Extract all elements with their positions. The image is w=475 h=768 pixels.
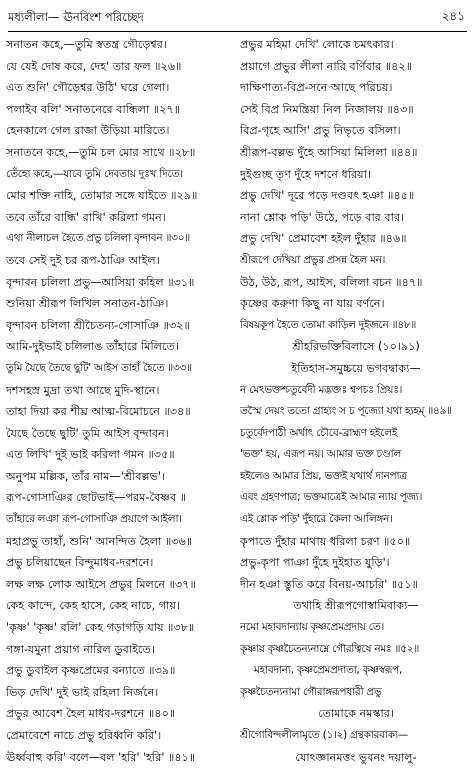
commentary-line: হইলেও আমার প্রিয়, ভক্তই যথার্থ দানপাত্র <box>240 469 407 482</box>
verse-line: কেহ কান্দে, কেহ হাসে, কেহ নাচে, গায়। <box>6 599 180 613</box>
verse-line: এথা নীলাচল হৈতে প্রভু চলিলা বৃন্দাবন ॥৩০॥ <box>6 232 190 245</box>
verse-line: কৃষ্ণের করুণা কিছু না যায় বর্ণনে। <box>240 297 385 311</box>
verse-line: অনুপম মল্লিক, তাঁর নাম—'শ্রীবল্লভ'। <box>6 469 166 483</box>
verse-line: বিষয়কূপ হৈতে তোমা কাড়িল দুইজনে ॥৪৮॥ <box>240 318 417 331</box>
verse-line: এই শ্লোক পড়ি' দুঁহারে কৈলা আলিঙ্গন। <box>240 513 393 526</box>
verse-line: প্রভু-কৃপা পাঞা দুঁহে দুইহাত যুড়ি'। <box>240 556 390 570</box>
verse-line: তেঁহো কহে,—যাবে তুমি দেবতায় দুঃখ দিতে। <box>6 167 183 180</box>
page-header <box>8 5 467 32</box>
verse-line: প্রেমাবেশে নাচে প্রভু হরিধ্বনি করি'। <box>6 729 162 742</box>
verse-line: আমি-দুইভাই চলিলাঙ তাঁহারে মিলিতে। <box>6 340 179 354</box>
verse-line: দাক্ষিণাত্য-বিপ্র-সনে আছে পরিচয়। <box>240 81 393 95</box>
source-citation: তথাহি শ্রীরূপগোস্বামিবাক্য— <box>293 599 419 613</box>
sanskrit-verse: কৃষ্ণায় কৃষ্ণচৈতন্যনাম্নে গৌরত্বিষে নমঃ ॥৫২॥ <box>240 642 419 655</box>
verse-line: প্রভু দেখি' দূরে পড়ে দণ্ডবৎ হঞা ॥৪৫॥ <box>240 189 415 203</box>
sanskrit-verse: যোঽজ্ঞানমত্তং ভুবনং দয়ালু- <box>295 750 417 764</box>
verse-line: যৈছে তৈছে ছুটি' তুমি আইস বৃন্দাবন। <box>6 426 169 440</box>
verse-line: ভিড় দেখি' দুই ভাই রহিলা নির্জনে। <box>6 685 159 699</box>
verse-line: এত লিখি' দুই ভাই করিলা গমন ॥৩৫॥ <box>6 448 175 462</box>
verse-line: কৃপাতে দুঁহার মাথায় ধরিলা চরণ ॥৫০॥ <box>240 534 411 548</box>
verse-line: রূপ-গোসাঞির ছোটভাই—পরম-বৈষ্ণব ॥ <box>6 491 187 505</box>
verse-line: শুনিয়া শ্রীরূপ লিখিল সনাতন-ঠাঞি। <box>6 297 169 311</box>
verse-line: শ্রীরূপে দেখিয়া প্রভুর প্রসন্ন হৈল মন। <box>240 253 386 266</box>
right-column <box>240 34 472 768</box>
verse-line: সেই বিপ্র নিমন্ত্রিয়া নিল নিজালয় ॥৪৩॥ <box>240 102 414 116</box>
verse-line: এত শুনি' গৌড়েশ্বর উঠি' ঘরে গেলা। <box>6 81 170 95</box>
verse-line: সনাতনে কহে,—তুমি চল মোর সাথে ॥২৮॥ <box>6 145 196 159</box>
verse-line: যে যেই দোষ করে, দেহ' তার ফল ॥২৬॥ <box>6 59 182 73</box>
verse-line: তাঁহারে লঞা রূপ-গোসাঞি প্রয়াগে আইলা। <box>6 513 182 526</box>
source-citation: শ্রীগোবিন্দলীলামৃতে (১।২) গ্রন্থকারবাক্য— <box>240 729 409 741</box>
verse-line: তবে সেই দুই চর রূপ-ঠাঞি আইল। <box>6 253 160 267</box>
verse-line: উঠ, উঠ, রূপ, আইস, বলিলা বচন ॥৪৭॥ <box>240 275 423 289</box>
verse-line: পলাইব বলি' সনাতনেরে বান্ধিলা ॥২৭॥ <box>6 102 181 116</box>
verse-line: প্রভু দেখি' প্রেমাবেশ হইল দুঁহার ॥৪৬॥ <box>240 232 407 246</box>
verse-line: নানা শ্লোক পড়ি' উঠে, পড়ে বার বার। <box>240 210 405 224</box>
verse-line: প্রভুর আবেশ হৈল মাধব-দরশনে ॥৪০॥ <box>6 707 176 721</box>
commentary-line: কৃষ্ণচৈতন্যনামা গৌরাঙ্গরূপধারী প্রভু <box>240 685 382 698</box>
verse-line: মহাপ্রভু তাহাঁ, শুনি' আনন্দিত হৈলা ॥৩৬॥ <box>6 534 193 548</box>
verse-line: তবে তাঁরে বান্ধি' রাখি' করিলা গমন। <box>6 210 166 224</box>
sanskrit-verse: নমো মহাবদান্যায় কৃষ্ণপ্রেমপ্রদায় তে। <box>240 621 384 634</box>
commentary-line: মহাবদান্য, কৃষ্ণপ্রেমপ্রদাতা, কৃষ্ণস্বরূপ, <box>254 664 403 677</box>
verse-line: প্রভু চলিয়াছেন বিন্দুমাধব-দরশনে। <box>6 556 154 570</box>
verse-line: সনাতন কহে,—তুমি স্বতন্ত্র গৌড়েশ্বর। <box>6 38 167 51</box>
verse-line: ঊর্ধ্ববাহু করি' বলে—বল 'হরি' 'হরি' ॥৪১॥ <box>6 750 196 764</box>
verse-line: দশসহস্র মুদ্রা তথা আছে মুদি-স্থানে। <box>6 383 160 397</box>
verse-line: হেনকালে গেল রাজা উড়িয়া মারিতে। <box>6 124 170 138</box>
verse-line: বৃন্দাবন চলিলা প্রভু—আসিয়া কহিল ॥৩১॥ <box>6 275 195 289</box>
sanskrit-verse: ন মেঽভক্তশ্চতুর্বেদী মদ্ভক্তঃ শ্বপচঃ প্রিয়ঃ। <box>240 383 403 396</box>
verse-line: মোর শক্তি নাহি, তোমার সঙ্গে যাইতে ॥২৯॥ <box>6 189 198 203</box>
verse-line: বিপ্র-গৃহে আসি' প্রভু নিভৃতে বসিলা। <box>240 124 401 138</box>
verse-line: দুইগুচ্ছ তৃণ দুঁহে দশনে ধরিয়া। <box>240 167 371 181</box>
page-number: ২৪১ <box>441 9 465 23</box>
commentary-line: তোমাকে নমস্কার। <box>318 707 394 721</box>
verse-line: তুমি যৈছে তৈছে ছুটি' আইস তাহাঁ হৈতে ॥৩৩॥ <box>6 361 192 374</box>
verse-line: বৃন্দাবন চলিলা শ্রীচৈতন্য-গোসাঞি ॥৩২॥ <box>6 318 190 332</box>
source-citation: ইতিহাস-সমুচ্চয়ে ভগবদ্বাক্য— <box>291 361 421 375</box>
verse-line: তাহা দিয়া কর শীঘ্র আত্ম-বিমোচনে ॥৩৪॥ <box>6 405 191 419</box>
verse-line: প্রভু ডুবাইল কৃষ্ণপ্রেমের বন্যাতে ॥৩৯॥ <box>6 664 176 678</box>
verse-line: দীন হঞা স্তুতি করে বিনয়-আচরি' ॥৫১॥ <box>240 577 419 591</box>
commentary-line: 'ভক্ত' হয়, এরূপ নয়। আমার ভক্ত চণ্ডাল <box>240 448 402 461</box>
left-column <box>6 34 234 768</box>
running-title: মধ্যলীলা— ঊনবিংশ পরিচ্ছেদ <box>8 9 144 24</box>
verse-line: 'কৃষ্ণ' 'কৃষ্ণ' বলি' কেহ গড়াগড়ি যায় ॥৩৮॥ <box>6 621 195 635</box>
source-citation: শ্রীহরিভক্তিবিলাসে (১০।৯১) <box>292 340 420 354</box>
verse-line: গঙ্গা-যমুনা প্রয়াগ নারিল ডুবাইতে। <box>6 642 155 656</box>
verse-line: শ্রীরূপ-বল্লভ দুঁহে আসিয়া মিলিলা ॥৪৪॥ <box>240 145 418 159</box>
verse-line: প্রভুর মহিমা দেখি' লোকে চমৎকার। <box>240 38 394 51</box>
verse-line: লক্ষ লক্ষ লোক আইসে প্রভুর মিলনে ॥৩৭॥ <box>6 577 196 591</box>
commentary-line: চতুর্বেদপাঠী অর্থাৎ চৌবে-ব্রাহ্মণ হইলেই <box>240 426 398 439</box>
commentary-line: এবং গ্রহণপাত্র; ভক্তমাত্রেই আমার ন্যায় পূজ্য। <box>240 491 423 504</box>
sanskrit-verse: তস্মৈ দেয়ং ততো গ্রাহ্যং স চ পূজ্যো যথা হ্যহম্ ॥৪৯॥ <box>240 405 452 418</box>
verse-line: প্রয়াগে প্রভুর লীলা নারি বর্ণিবার ॥৪২॥ <box>240 59 413 73</box>
